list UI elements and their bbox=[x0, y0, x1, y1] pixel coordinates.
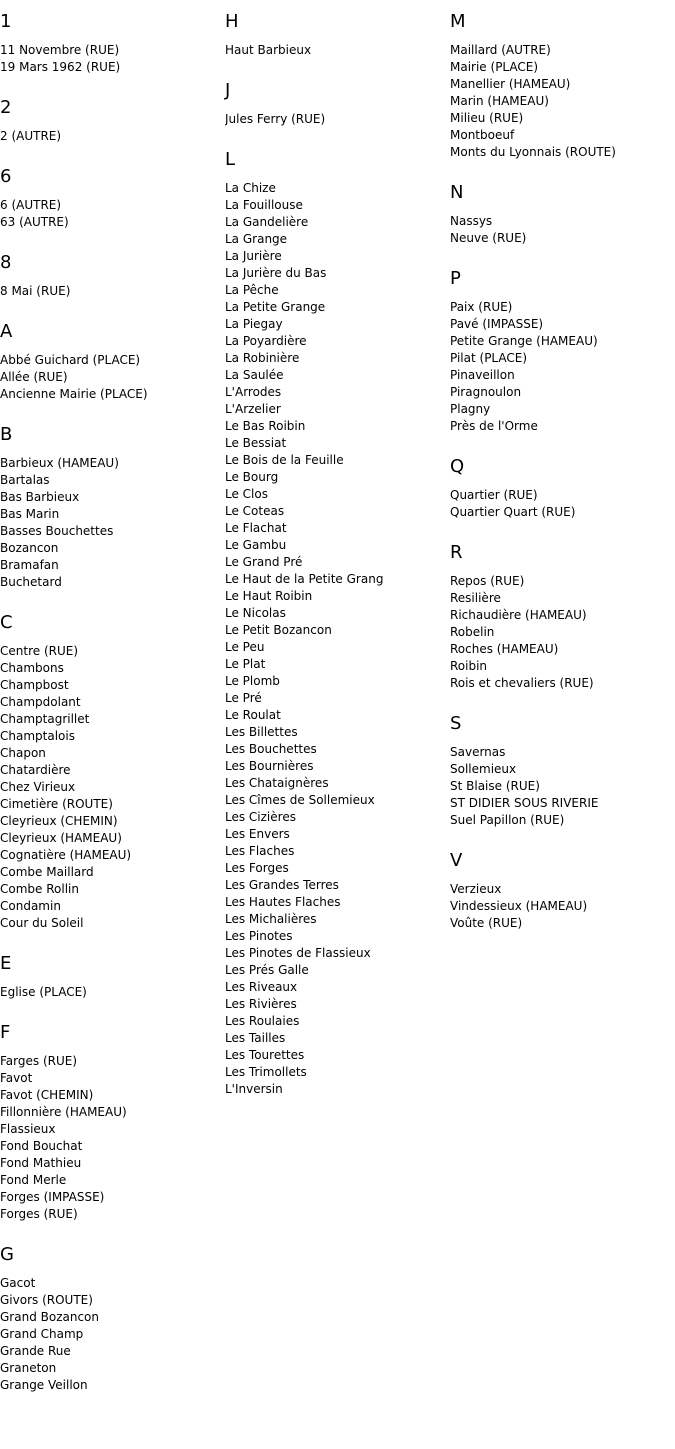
street-name: Le Haut de la Petite Grang bbox=[225, 572, 384, 586]
street-name: La Chize bbox=[225, 181, 276, 195]
letter-section bbox=[0, 166, 225, 231]
street-name: Graneton bbox=[0, 1361, 57, 1375]
street-name: Basses Bouchettes bbox=[0, 524, 114, 538]
street-name: Fond Mathieu bbox=[0, 1156, 82, 1170]
section-letter-heading: L bbox=[225, 149, 236, 170]
street-name: La Grange bbox=[225, 232, 288, 246]
street-list bbox=[450, 42, 675, 161]
letter-section bbox=[0, 11, 225, 76]
street-name: Les Hautes Flaches bbox=[225, 895, 341, 909]
street-name: Les Prés Galle bbox=[225, 963, 309, 977]
street-name: Centre (RUE) bbox=[0, 644, 79, 658]
street-name: Les Pinotes de Flassieux bbox=[225, 946, 371, 960]
street-name: Fond Bouchat bbox=[0, 1139, 83, 1153]
street-name: Chapon bbox=[0, 746, 46, 760]
letter-section bbox=[225, 11, 450, 59]
street-name: Montboeuf bbox=[450, 128, 515, 142]
street-name: Eglise (PLACE) bbox=[0, 985, 87, 999]
letter-section bbox=[0, 1022, 225, 1223]
street-name: Le Bessiat bbox=[225, 436, 287, 450]
street-name: 6 (AUTRE) bbox=[0, 198, 62, 212]
street-name: Le Grand Pré bbox=[225, 555, 303, 569]
street-name: Cleyrieux (CHEMIN) bbox=[0, 814, 118, 828]
street-name: Cognatière (HAMEAU) bbox=[0, 848, 132, 862]
street-name: La Robinière bbox=[225, 351, 300, 365]
street-name: Richaudière (HAMEAU) bbox=[450, 608, 587, 622]
street-name: Le Plomb bbox=[225, 674, 280, 688]
street-name: Les Pinotes bbox=[225, 929, 293, 943]
letter-section bbox=[450, 182, 675, 247]
street-name: Cour du Soleil bbox=[0, 916, 84, 930]
street-name: Chambons bbox=[0, 661, 64, 675]
street-list bbox=[0, 352, 225, 403]
street-name: Ancienne Mairie (PLACE) bbox=[0, 387, 148, 401]
street-name: Vindessieux (HAMEAU) bbox=[450, 899, 588, 913]
street-name: 2 (AUTRE) bbox=[0, 129, 62, 143]
street-list bbox=[0, 643, 225, 932]
street-name: Chatardière bbox=[0, 763, 71, 777]
street-name: Grande Rue bbox=[0, 1344, 71, 1358]
letter-section bbox=[225, 149, 450, 1098]
street-list bbox=[0, 197, 225, 231]
section-letter-heading: E bbox=[0, 953, 12, 974]
street-name: Milieu (RUE) bbox=[450, 111, 524, 125]
street-name: Le Haut Roibin bbox=[225, 589, 313, 603]
street-name: Le Roulat bbox=[225, 708, 281, 722]
letter-section bbox=[450, 542, 675, 692]
street-name: Bartalas bbox=[0, 473, 50, 487]
street-name: Combe Maillard bbox=[0, 865, 94, 879]
street-list bbox=[225, 180, 450, 1098]
street-list bbox=[450, 299, 675, 435]
section-letter-heading: R bbox=[450, 542, 463, 563]
street-list bbox=[0, 283, 225, 300]
street-name: Favot (CHEMIN) bbox=[0, 1088, 94, 1102]
street-name: 19 Mars 1962 (RUE) bbox=[0, 60, 121, 74]
street-list bbox=[225, 111, 450, 128]
street-name: ST DIDIER SOUS RIVERIE bbox=[450, 796, 599, 810]
street-name: Piragnoulon bbox=[450, 385, 522, 399]
street-name: La Saulée bbox=[225, 368, 284, 382]
street-name: Givors (ROUTE) bbox=[0, 1293, 93, 1307]
section-letter-heading: J bbox=[225, 80, 231, 101]
street-name: Les Chataignères bbox=[225, 776, 329, 790]
street-name: Combe Rollin bbox=[0, 882, 79, 896]
street-name: Le Bois de la Feuille bbox=[225, 453, 344, 467]
letter-section bbox=[0, 953, 225, 1001]
letter-section bbox=[450, 713, 675, 829]
letter-section bbox=[0, 252, 225, 300]
street-list bbox=[450, 881, 675, 932]
street-name: Abbé Guichard (PLACE) bbox=[0, 353, 141, 367]
street-name: L'Arzelier bbox=[225, 402, 281, 416]
letter-section bbox=[450, 11, 675, 161]
street-name: Buchetard bbox=[0, 575, 62, 589]
street-name: Grange Veillon bbox=[0, 1378, 88, 1392]
letter-section bbox=[450, 850, 675, 932]
street-name: Les Cizières bbox=[225, 810, 296, 824]
street-name: Le Nicolas bbox=[225, 606, 286, 620]
street-name: La Petite Grange bbox=[225, 300, 326, 314]
street-name: Quartier (RUE) bbox=[450, 488, 538, 502]
street-name: Nassys bbox=[450, 214, 493, 228]
street-name: La Poyardière bbox=[225, 334, 307, 348]
street-name: Marin (HAMEAU) bbox=[450, 94, 549, 108]
letter-section bbox=[0, 424, 225, 591]
street-list bbox=[450, 573, 675, 692]
street-name: Les Tailles bbox=[225, 1031, 286, 1045]
street-name: Pinaveillon bbox=[450, 368, 515, 382]
street-name: Les Rivières bbox=[225, 997, 297, 1011]
street-name: Roches (HAMEAU) bbox=[450, 642, 559, 656]
street-name: 63 (AUTRE) bbox=[0, 215, 69, 229]
letter-section bbox=[0, 321, 225, 403]
street-name: Resilière bbox=[450, 591, 501, 605]
street-name: Roibin bbox=[450, 659, 488, 673]
street-name: Jules Ferry (RUE) bbox=[225, 112, 326, 126]
street-list bbox=[450, 487, 675, 521]
street-name: Le Petit Bozancon bbox=[225, 623, 332, 637]
street-name: Sollemieux bbox=[450, 762, 517, 776]
street-name: Verzieux bbox=[450, 882, 502, 896]
index-column bbox=[0, 0, 225, 1415]
street-name: Le Bourg bbox=[225, 470, 279, 484]
street-name: Forges (IMPASSE) bbox=[0, 1190, 105, 1204]
street-name: Allée (RUE) bbox=[0, 370, 68, 384]
street-name: Les Roulaies bbox=[225, 1014, 300, 1028]
street-list bbox=[0, 128, 225, 145]
letter-section bbox=[0, 612, 225, 932]
street-name: Flassieux bbox=[0, 1122, 56, 1136]
street-name: Fond Merle bbox=[0, 1173, 67, 1187]
street-list bbox=[0, 1053, 225, 1223]
street-list bbox=[0, 984, 225, 1001]
street-name: Champbost bbox=[0, 678, 69, 692]
section-letter-heading: S bbox=[450, 713, 462, 734]
street-name: La Pêche bbox=[225, 283, 279, 297]
section-letter-heading: M bbox=[450, 11, 466, 32]
street-list bbox=[0, 455, 225, 591]
street-name: Pavé (IMPASSE) bbox=[450, 317, 544, 331]
street-name: Cimetière (ROUTE) bbox=[0, 797, 113, 811]
street-name: La Piegay bbox=[225, 317, 283, 331]
street-name: Champdolant bbox=[0, 695, 81, 709]
letter-section bbox=[450, 268, 675, 435]
street-name: Maillard (AUTRE) bbox=[450, 43, 551, 57]
street-name: Les Michalières bbox=[225, 912, 317, 926]
street-name: Bas Marin bbox=[0, 507, 60, 521]
section-letter-heading: F bbox=[0, 1022, 11, 1043]
street-name: Mairie (PLACE) bbox=[450, 60, 539, 74]
street-name: Barbieux (HAMEAU) bbox=[0, 456, 119, 470]
street-name: La Gandelière bbox=[225, 215, 309, 229]
letter-section bbox=[0, 1244, 225, 1394]
street-name: La Jurière du Bas bbox=[225, 266, 327, 280]
street-name: Grand Champ bbox=[0, 1327, 84, 1341]
street-name: Près de l'Orme bbox=[450, 419, 538, 433]
section-letter-heading: 2 bbox=[0, 97, 12, 118]
street-name: 8 Mai (RUE) bbox=[0, 284, 71, 298]
street-name: Robelin bbox=[450, 625, 495, 639]
street-name: St Blaise (RUE) bbox=[450, 779, 540, 793]
street-name: Forges (RUE) bbox=[0, 1207, 78, 1221]
street-name: Neuve (RUE) bbox=[450, 231, 527, 245]
street-list bbox=[225, 42, 450, 59]
street-name: Chez Virieux bbox=[0, 780, 76, 794]
street-list bbox=[450, 744, 675, 829]
street-name: Les Grandes Terres bbox=[225, 878, 339, 892]
street-name: Farges (RUE) bbox=[0, 1054, 78, 1068]
letter-section bbox=[225, 80, 450, 128]
street-name: Voûte (RUE) bbox=[450, 916, 523, 930]
street-name: Cleyrieux (HAMEAU) bbox=[0, 831, 122, 845]
street-name: Le Pré bbox=[225, 691, 262, 705]
street-name: Repos (RUE) bbox=[450, 574, 525, 588]
section-letter-heading: 1 bbox=[0, 11, 12, 32]
street-name: Le Coteas bbox=[225, 504, 285, 518]
street-name: Pilat (PLACE) bbox=[450, 351, 528, 365]
street-list bbox=[450, 213, 675, 247]
street-name: Les Cîmes de Sollemieux bbox=[225, 793, 375, 807]
section-letter-heading: V bbox=[450, 850, 463, 871]
section-letter-heading: C bbox=[0, 612, 13, 633]
section-letter-heading: N bbox=[450, 182, 464, 203]
street-name: Champtalois bbox=[0, 729, 75, 743]
street-name: Les Bournières bbox=[225, 759, 314, 773]
street-name: La Jurière bbox=[225, 249, 282, 263]
street-name: Grand Bozancon bbox=[0, 1310, 99, 1324]
street-name: Le Flachat bbox=[225, 521, 287, 535]
section-letter-heading: H bbox=[225, 11, 239, 32]
street-name: Petite Grange (HAMEAU) bbox=[450, 334, 598, 348]
street-name: Le Peu bbox=[225, 640, 265, 654]
street-name: Bas Barbieux bbox=[0, 490, 80, 504]
street-name: Bozancon bbox=[0, 541, 59, 555]
section-letter-heading: A bbox=[0, 321, 13, 342]
street-name: La Fouillouse bbox=[225, 198, 303, 212]
street-name: Savernas bbox=[450, 745, 506, 759]
street-name: Les Riveaux bbox=[225, 980, 298, 994]
section-letter-heading: 8 bbox=[0, 252, 12, 273]
street-name: Haut Barbieux bbox=[225, 43, 312, 57]
street-name: Le Clos bbox=[225, 487, 268, 501]
street-name: Monts du Lyonnais (ROUTE) bbox=[450, 145, 616, 159]
street-name: Le Gambu bbox=[225, 538, 287, 552]
street-name: Suel Papillon (RUE) bbox=[450, 813, 565, 827]
street-name: Les Trimollets bbox=[225, 1065, 307, 1079]
street-name: Les Envers bbox=[225, 827, 290, 841]
street-name: Les Bouchettes bbox=[225, 742, 317, 756]
letter-section bbox=[450, 456, 675, 521]
street-name: Condamin bbox=[0, 899, 61, 913]
street-name: Le Bas Roibin bbox=[225, 419, 306, 433]
street-name: L'Inversin bbox=[225, 1082, 283, 1096]
street-name: Plagny bbox=[450, 402, 491, 416]
street-list bbox=[0, 1275, 225, 1394]
section-letter-heading: 6 bbox=[0, 166, 12, 187]
street-name: L'Arrodes bbox=[225, 385, 282, 399]
street-name: Champtagrillet bbox=[0, 712, 90, 726]
letter-section bbox=[0, 97, 225, 145]
street-list bbox=[0, 42, 225, 76]
street-name: 11 Novembre (RUE) bbox=[0, 43, 120, 57]
street-name: Le Plat bbox=[225, 657, 266, 671]
street-name: Les Flaches bbox=[225, 844, 295, 858]
street-name: Les Tourettes bbox=[225, 1048, 305, 1062]
index-column bbox=[225, 0, 450, 1119]
street-name: Les Forges bbox=[225, 861, 289, 875]
street-name: Fillonnière (HAMEAU) bbox=[0, 1105, 127, 1119]
index-column bbox=[450, 0, 675, 953]
street-name: Rois et chevaliers (RUE) bbox=[450, 676, 594, 690]
street-name: Paix (RUE) bbox=[450, 300, 513, 314]
section-letter-heading: Q bbox=[450, 456, 465, 477]
street-name: Bramafan bbox=[0, 558, 59, 572]
street-name: Quartier Quart (RUE) bbox=[450, 505, 576, 519]
street-name: Manellier (HAMEAU) bbox=[450, 77, 571, 91]
street-name: Gacot bbox=[0, 1276, 36, 1290]
street-name: Les Billettes bbox=[225, 725, 298, 739]
section-letter-heading: B bbox=[0, 424, 13, 445]
street-name: Favot bbox=[0, 1071, 33, 1085]
section-letter-heading: P bbox=[450, 268, 461, 289]
section-letter-heading: G bbox=[0, 1244, 14, 1265]
